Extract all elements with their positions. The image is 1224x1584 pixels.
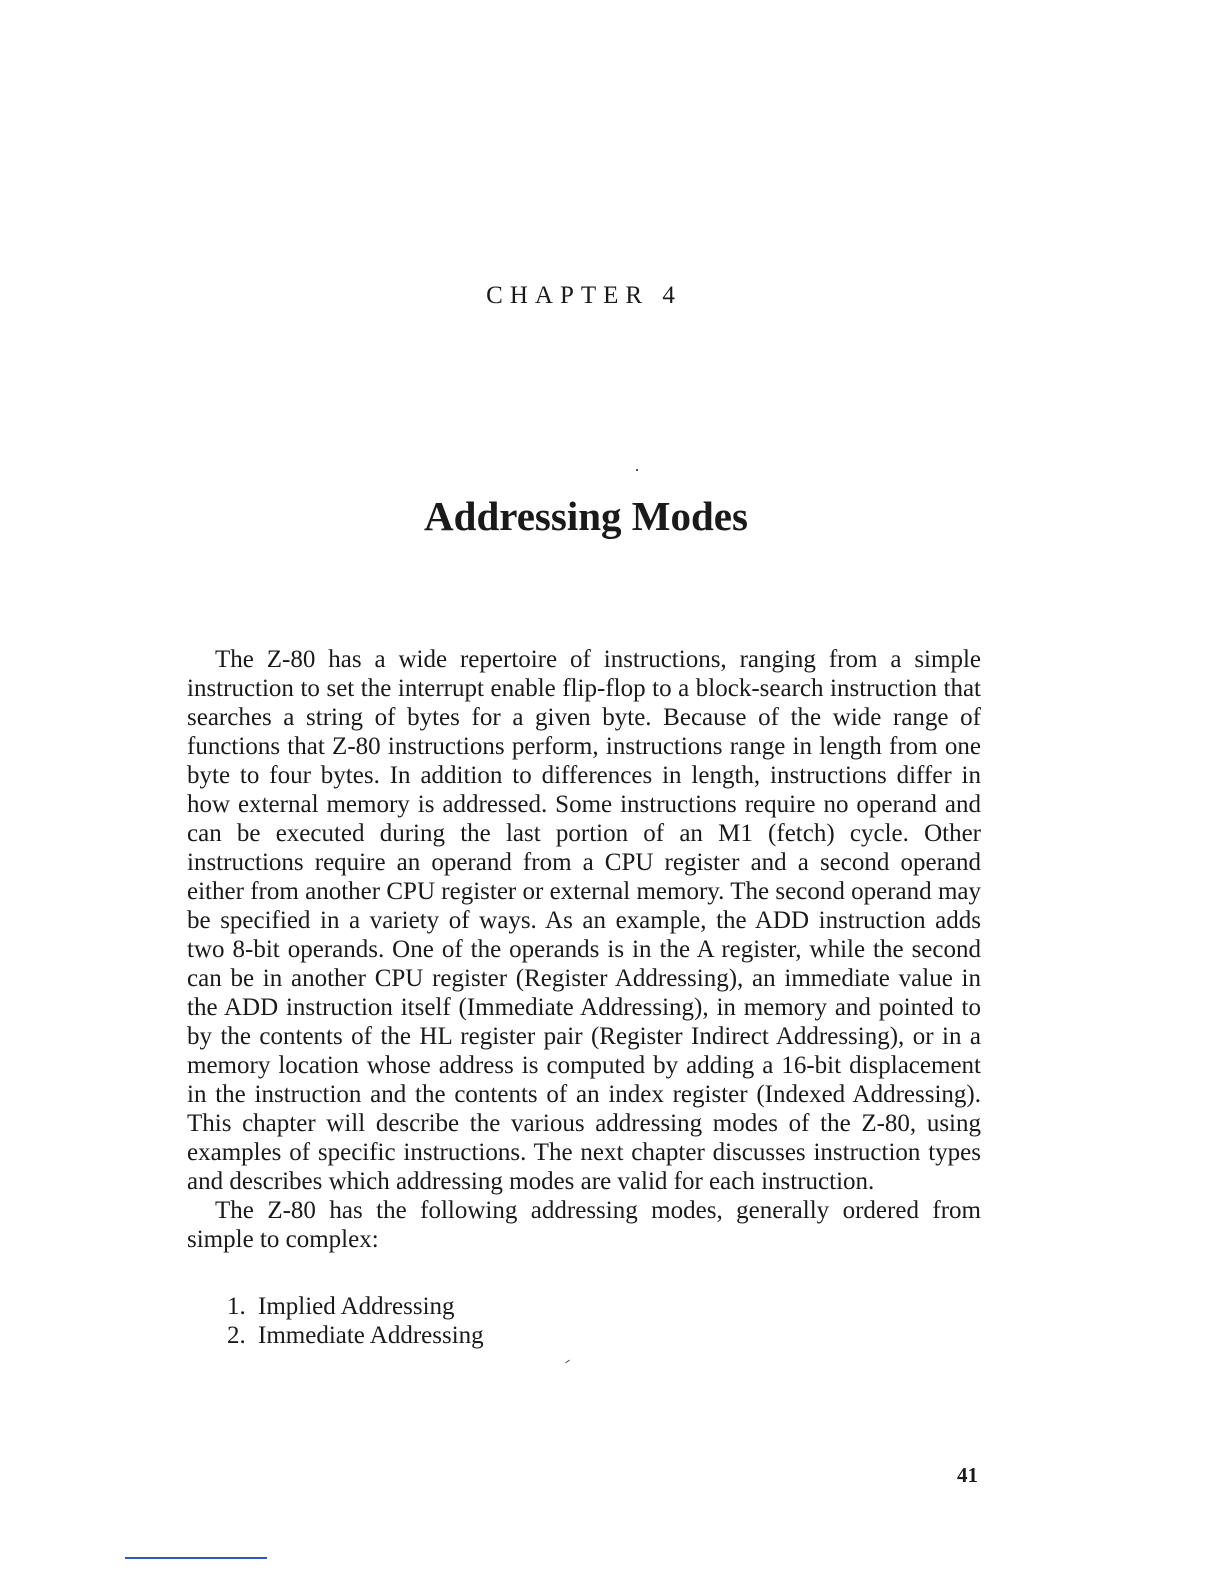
chapter-label: CHAPTER 4 — [486, 282, 682, 309]
list-item-label: Immediate Addressing — [258, 1322, 484, 1349]
list-item — [187, 1321, 981, 1350]
chapter-title: Addressing Modes — [424, 493, 748, 539]
intro-paragraph: The Z-80 has a wide repertoire of instructions, ranging from a simple instruction to set the interrupt enable flip-flop to a block-search instruction that searches a string of bytes for a given byte. Because of the wide range of functions that Z-80 instructions perform, instructions range in length from one byte to four bytes. In addition to differences in length, instructions differ in how external memory is addressed. Some instructions require no operand and can be executed during the last portion of an M1 (fetch) cycle. Other instructions require an operand from a CPU register and a second operand either from another CPU register or external memory. The second operand may be specified in a variety of ways. As an example, the ADD instruction adds two 8-bit operands. One of the operands is in the A register, while the second can be in another CPU register (Register Addressing), an immediate value in the ADD instruction itself (Immediate Addressing), in memory and pointed to by the contents of the HL register pair (Register Indirect Addressing), or in a memory location whose address is computed by adding a 16-bit displacement in the instruction and the contents of an index register (Indexed Addressing). This chapter will describe the various addressing modes of the Z-80, using examples of specific instructions. The next chapter discusses instruction types and describes which addressing modes are valid for each instruction. — [187, 646, 981, 1195]
stray-mark — [636, 469, 638, 471]
list-item-number: 2. — [227, 1322, 246, 1349]
modes-intro-paragraph: The Z-80 has the following addressing modes, generally ordered from simple to complex: — [187, 1197, 981, 1253]
list-item-number: 1. — [227, 1293, 246, 1320]
footer-rule — [125, 1557, 267, 1559]
list-item — [187, 1292, 981, 1321]
page-number: 41 — [957, 1463, 978, 1487]
list-item-label: Implied Addressing — [258, 1293, 455, 1320]
addressing-mode-list — [187, 1292, 981, 1350]
body-text — [187, 645, 981, 1350]
stray-mark — [565, 1360, 570, 1364]
